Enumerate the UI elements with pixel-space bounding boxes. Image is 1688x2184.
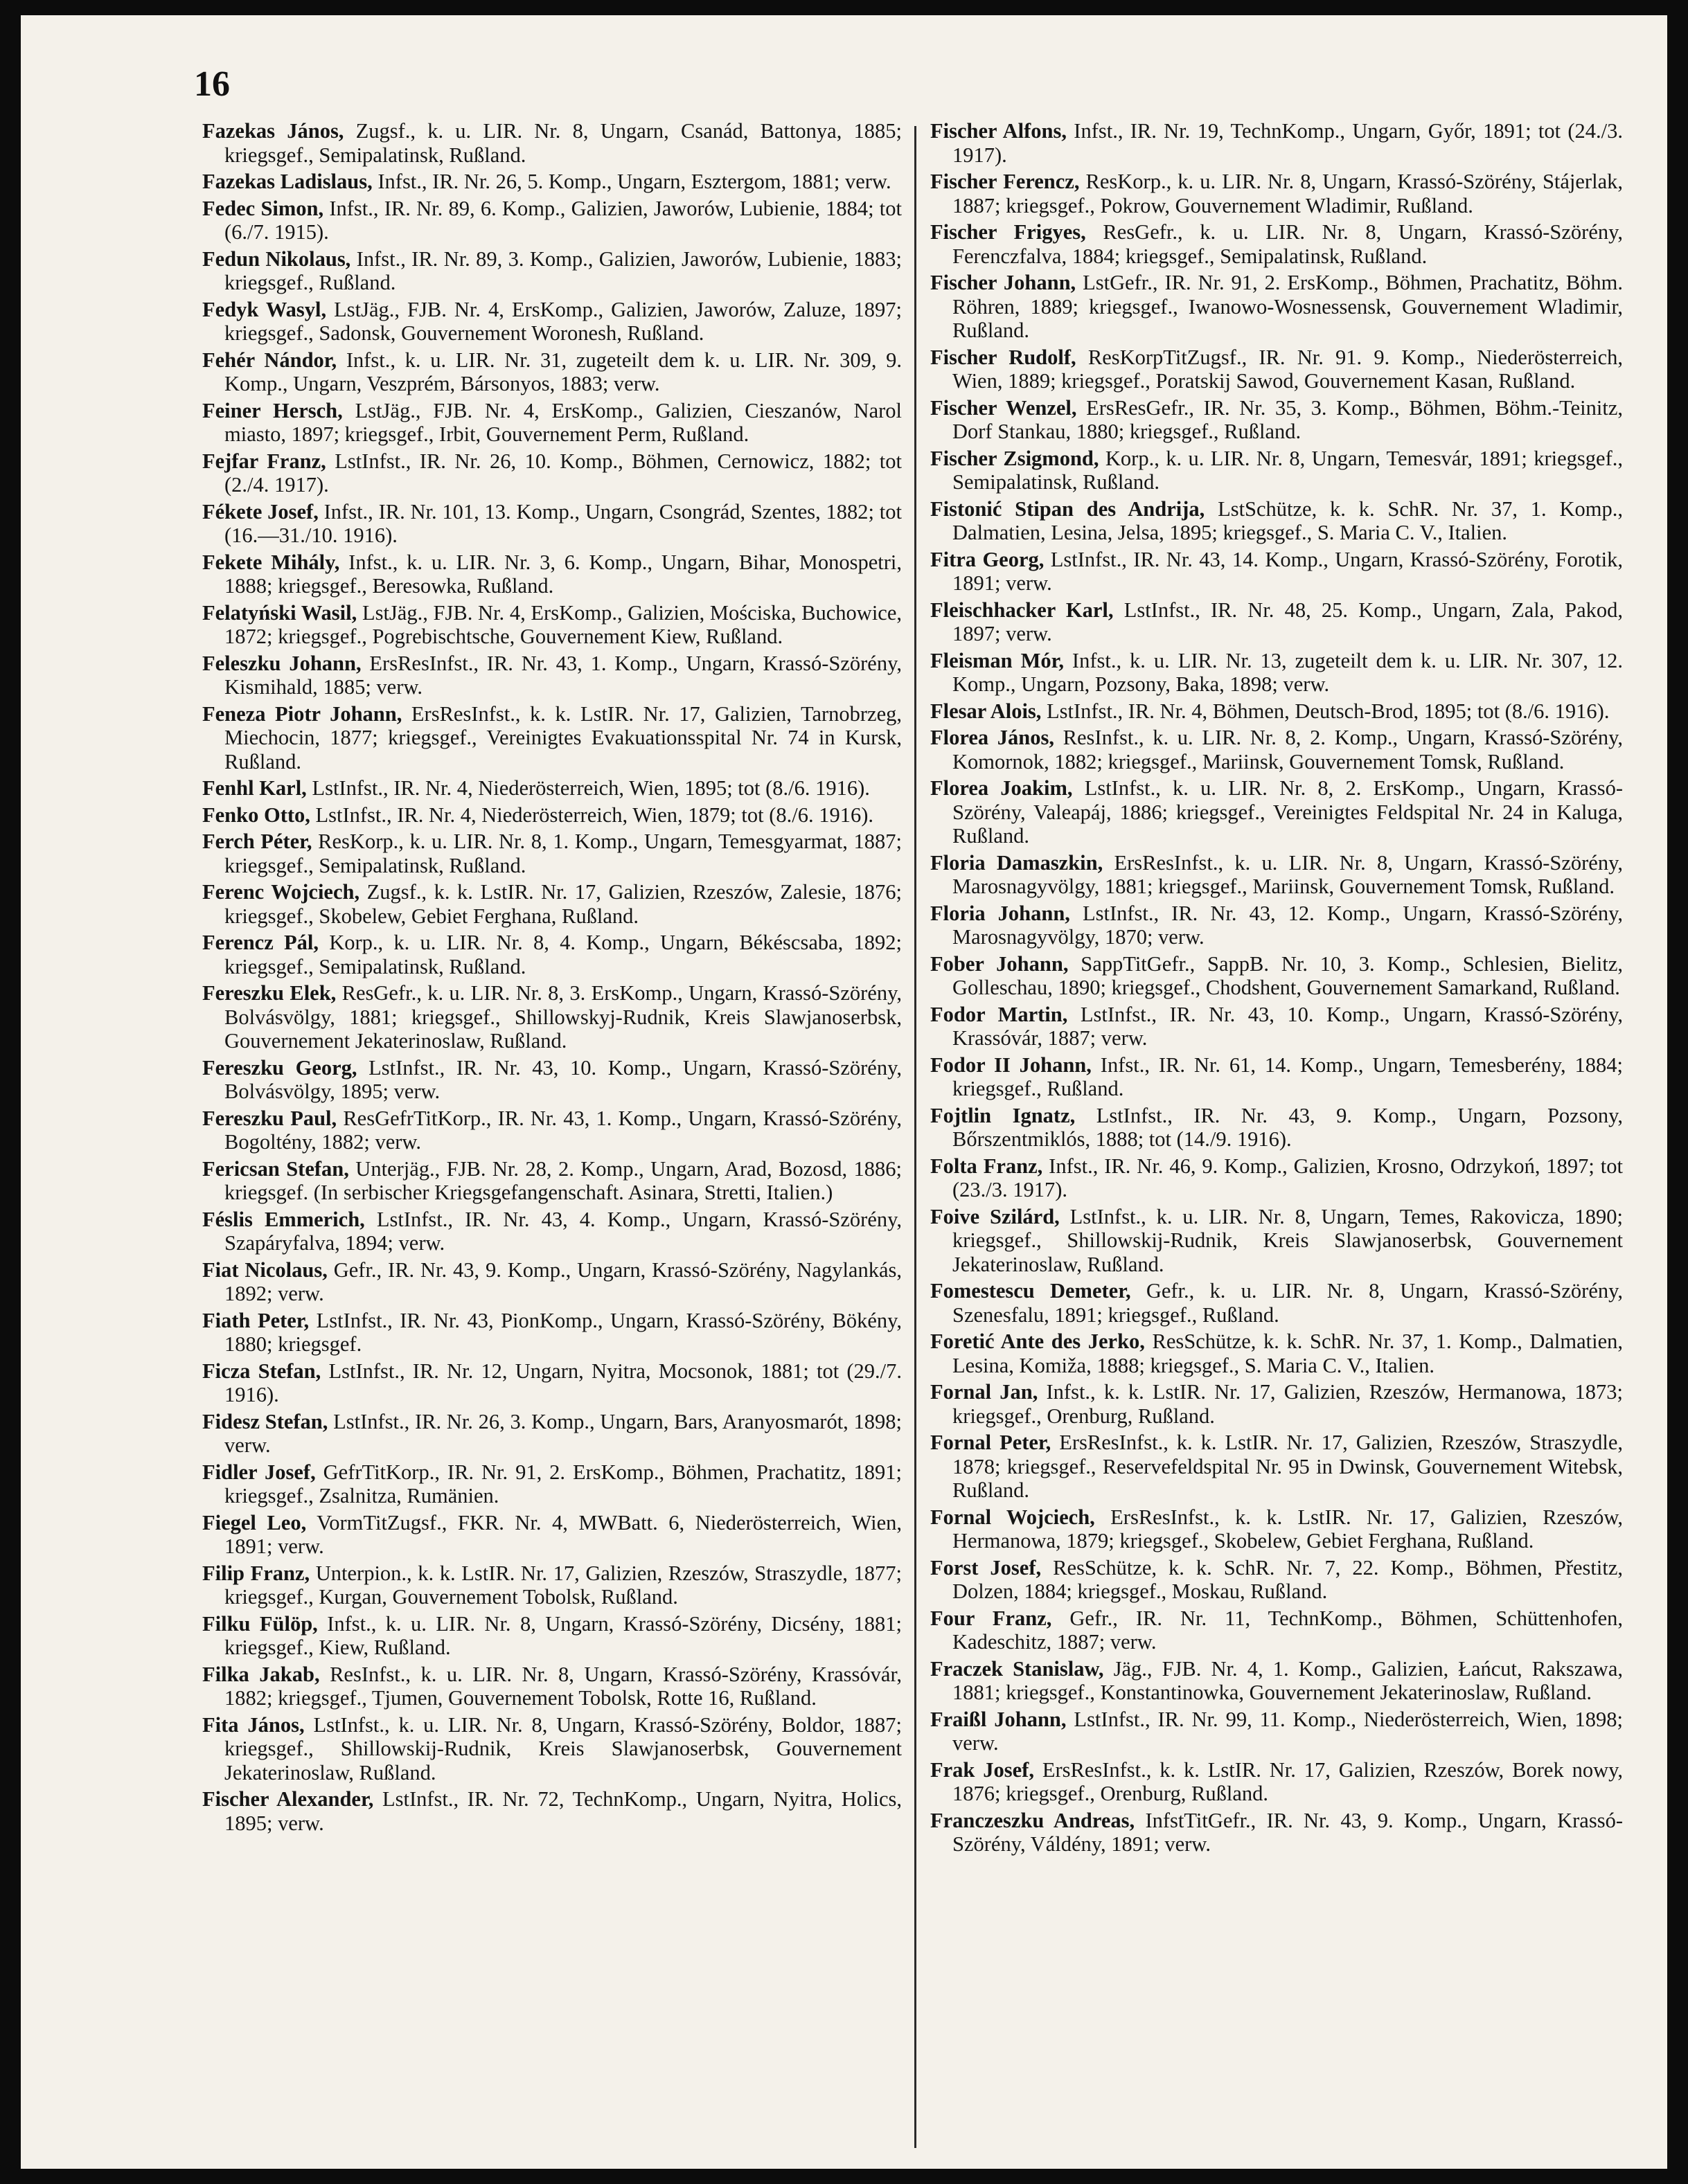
entry-name: Fischer Ferencz, <box>930 170 1080 193</box>
entry-name: Flesar Alois, <box>930 699 1042 723</box>
list-entry <box>930 119 1623 167</box>
list-entry <box>930 1053 1623 1101</box>
list-entry <box>202 1107 902 1154</box>
entry-details: Korp., k. u. LIR. Nr. 8, Ungarn, Temesvár, 1891; kriegsgef., Semipalatinsk, Rußland. <box>952 446 1623 494</box>
entry-details: GefrTitKorp., IR. Nr. 91, 2. ErsKomp., Böhmen, Prachatitz, 1891; kriegsgef., Zsalnitza, Rumänien. <box>224 1460 902 1507</box>
entry-name: Floria Johann, <box>930 901 1070 925</box>
list-entry <box>202 197 902 244</box>
entry-details: Infst., IR. Nr. 89, 3. Komp., Galizien, Jaworów, Lubienie, 1883; kriegsgef., Rußland. <box>224 247 902 294</box>
entry-details: LstInfst., k. u. LIR. Nr. 8, Ungarn, Temes, Rakoviczа, 1890; kriegsgef., Shillowskij-Rudnik, Kreis Slawjanoserbsk, Gouvernement Jekaterinoslaw, Rußland. <box>952 1204 1623 1276</box>
list-entry <box>202 247 902 295</box>
entry-name: Fober Johann, <box>930 951 1069 976</box>
column-divider <box>914 126 916 2148</box>
entry-details: LstJäg., FJB. Nr. 4, ErsKomp., Galizien, Mościska, Buchowice, 1872; kriegsgef., Pogrebischtsche, Gouvernement Kiew, Rußland. <box>224 600 902 648</box>
entry-details: ErsResInfst., k. k. LstIR. Nr. 17, Galizien, Tarnobrzeg, Miechocin, 1877; kriegsgef., Vereinigtes Evakuationsspital Nr. 74 in Kursk, Rußland. <box>224 701 902 773</box>
list-entry <box>202 298 902 346</box>
list-entry <box>930 447 1623 494</box>
entry-name: Fomestescu Demeter, <box>930 1279 1131 1303</box>
entry-details: LstInfst., IR. Nr. 12, Ungarn, Nyitra, Mocsonok, 1881; tot (29./7. 1916). <box>224 1359 902 1406</box>
list-entry <box>930 598 1623 646</box>
list-entry <box>202 449 902 497</box>
list-entry <box>202 399 902 447</box>
list-entry <box>202 1460 902 1508</box>
entry-details: ResGefrTitKorp., IR. Nr. 43, 1. Komp., Ungarn, Krassó-Szörény, Bogoltény, 1882; verw. <box>224 1106 902 1154</box>
entry-name: Filka Jakab, <box>202 1662 320 1686</box>
entry-details: Infst., IR. Nr. 19, TechnKomp., Ungarn, Győr, 1891; tot (24./3. 1917). <box>952 119 1623 167</box>
list-entry <box>202 1561 902 1609</box>
list-entry <box>202 1511 902 1559</box>
entry-details: Jäg., FJB. Nr. 4, 1. Komp., Galizien, Łańcut, Rakszawa, 1881; kriegsgef., Konstantinowka, Gouvernement Jekaterinoslaw, Rußland. <box>952 1656 1623 1704</box>
entry-name: Fodor II Johann, <box>930 1053 1092 1077</box>
entry-name: Fischer Alexander, <box>202 1787 374 1811</box>
list-entry <box>202 776 902 800</box>
entry-details: ResKorp., k. u. LIR. Nr. 8, Ungarn, Krassó-Szörény, Stájerlak, 1887; kriegsgef., Pokrow, Gouvernement Wladimir, Rußland. <box>952 170 1623 217</box>
list-entry <box>930 1758 1623 1806</box>
entry-name: Fitra Georg, <box>930 547 1045 571</box>
entry-name: Fenko Otto, <box>202 803 310 827</box>
entry-details: Infst., k. u. LIR. Nr. 13, zugeteilt dem k. u. LIR. Nr. 307, 12. Komp., Ungarn, Pozsony, Baka, 1898; verw. <box>952 648 1623 696</box>
list-entry <box>930 170 1623 217</box>
entry-details: ErsResInfst., k. u. LIR. Nr. 8, Ungarn, Krassó-Szörény, Marosnagyvölgy, 1881; kriegsgef., Mariinsk, Gouvernement Tomsk, Rußland. <box>952 850 1623 898</box>
list-entry <box>202 981 902 1053</box>
entry-name: Four Franz, <box>930 1606 1052 1630</box>
list-entry <box>202 1157 902 1205</box>
entry-name: Fornal Jan, <box>930 1380 1038 1404</box>
entry-name: Fazekas Ladislaus, <box>202 170 373 193</box>
entry-name: Fleischhacker Karl, <box>930 598 1114 622</box>
entry-name: Foretić Ante des Jerko, <box>930 1330 1145 1353</box>
entry-name: Ferencz Pál, <box>202 931 319 954</box>
list-entry <box>202 931 902 978</box>
entry-name: Fornal Peter, <box>930 1431 1051 1454</box>
entry-details: LstInfst., k. u. LIR. Nr. 8, Ungarn, Krassó-Szörény, Boldor, 1887; kriegsgef., Shillowskij-Rudnik, Kreis Slawjanoserbsk, Gouvernement Jekaterinoslaw, Rußland. <box>224 1712 903 1784</box>
entry-name: Florea János, <box>930 726 1054 749</box>
list-entry <box>930 497 1623 545</box>
entry-details: LstInfst., IR. Nr. 99, 11. Komp., Niederösterreich, Wien, 1898; verw. <box>952 1707 1623 1755</box>
entry-name: Frak Josef, <box>930 1757 1034 1782</box>
entry-name: Fojtlin Ignatz, <box>930 1103 1076 1127</box>
entry-details: LstInfst., IR. Nr. 26, 10. Komp., Böhmen, Cernowicz, 1882; tot (2./4. 1917). <box>224 449 902 496</box>
entry-details: SappTitGefr., SappB. Nr. 10, 3. Komp., Schlesien, Bielitz, Golleschau, 1890; kriegsgef., Chodshent, Gouvernement Samarkand, Rußland. <box>952 951 1623 999</box>
list-entry <box>202 348 902 396</box>
entry-name: Fornal Wojciech, <box>930 1505 1095 1529</box>
list-entry <box>930 396 1623 444</box>
entry-name: Fiath Peter, <box>202 1308 310 1332</box>
list-entry <box>202 880 902 928</box>
entry-details: ResGefr., k. u. LIR. Nr. 8, Ungarn, Krassó-Szörény, Ferenczfalva, 1884; kriegsgef., Semipalatinsk, Rußland. <box>952 220 1624 268</box>
list-entry <box>202 1359 902 1407</box>
entry-name: Fedun Nikolaus, <box>202 247 351 271</box>
entry-name: Florea Joakim, <box>930 776 1073 800</box>
entry-details: VormTitZugsf., FKR. Nr. 4, MWBatt. 6, Niederösterreich, Wien, 1891; verw. <box>224 1510 902 1558</box>
entry-details: ResSchütze, k. k. SchR. Nr. 7, 22. Komp., Böhmen, Přestitz, Dolzen, 1884; kriegsgef., Moskau, Rußland. <box>952 1555 1624 1603</box>
entry-name: Fereszku Georg, <box>202 1055 357 1080</box>
entry-details: LstGefr., IR. Nr. 91, 2. ErsKomp., Böhmen, Prachatitz, Böhm. Röhren, 1889; kriegsgef., Iwanowo-Wosnessensk, Gouvernement Wladimir, Rußland. <box>952 271 1624 342</box>
entry-name: Fereszku Paul, <box>202 1106 337 1130</box>
entry-details: Zugsf., k. u. LIR. Nr. 8, Ungarn, Csanád, Battonya, 1885; kriegsgef., Semipalatinsk, Rußland. <box>224 119 902 167</box>
page-number: 16 <box>194 64 230 104</box>
list-entry <box>202 1258 902 1306</box>
entry-details: ResInfst., k. u. LIR. Nr. 8, Ungarn, Krassó-Szörény, Krassóvár, 1882; kriegsgef., Tjumen, Gouvernement Tobolsk, Rotte 16, Rußland. <box>224 1662 902 1710</box>
entry-name: Fiegel Leo, <box>202 1510 307 1534</box>
entry-name: Fraißl Johann, <box>930 1707 1067 1731</box>
entry-details: Gefr., IR. Nr. 43, 9. Komp., Ungarn, Krassó-Szörény, Nagylankás, 1892; verw. <box>224 1257 902 1305</box>
list-entry <box>202 1612 902 1660</box>
list-entry <box>202 601 902 649</box>
entry-name: Feneza Piotr Johann, <box>202 701 402 726</box>
list-entry <box>202 551 902 598</box>
entry-name: Féslis Emmerich, <box>202 1207 365 1231</box>
entry-details: LstInfst., IR. Nr. 43, 10. Komp., Ungarn, Krassó-Szörény, Bolvásvölgy, 1895; verw. <box>224 1055 902 1103</box>
entry-name: Fékete Josef, <box>202 499 319 523</box>
entry-details: LstInfst., IR. Nr. 26, 3. Komp., Ungarn, Bars, Aranyosmarót, 1898; verw. <box>224 1409 902 1457</box>
entry-name: Fehér Nándor, <box>202 348 337 372</box>
entry-details: LstJäg., FJB. Nr. 4, ErsKomp., Galizien, Cieszanów, Narol miasto, 1897; kriegsgef., Irbit, Gouvernement Perm, Rußland. <box>224 398 903 446</box>
entry-details: LstInfst., k. u. LIR. Nr. 8, 2. ErsKomp., Ungarn, Krassó-Szörény, Valeapáj, 1886; kriegsgef., Vereinigtes Feldspital Nr. 24 in Kaluga, Rußland. <box>952 776 1623 848</box>
list-entry <box>202 702 902 774</box>
entry-details: LstInfst., IR. Nr. 43, 12. Komp., Ungarn, Krassó-Szörény, Marosnagyvölgy, 1870; verw. <box>952 901 1623 949</box>
entry-name: Fekete Mihály, <box>202 550 340 574</box>
entry-details: LstInfst., IR. Nr. 4, Böhmen, Deutsch-Brod, 1895; tot (8./6. 1916). <box>1041 699 1610 723</box>
entry-name: Fiat Nicolaus, <box>202 1257 328 1282</box>
entry-name: Fraczek Stanislaw, <box>930 1656 1104 1681</box>
entry-name: Filip Franz, <box>202 1561 310 1585</box>
entry-name: Fischer Frigyes, <box>930 220 1086 244</box>
entry-details: Infst., IR. Nr. 101, 13. Komp., Ungarn, Csongrád, Szentes, 1882; tot (16.—31./10. 1916). <box>224 499 902 547</box>
list-entry <box>930 952 1623 1000</box>
entry-name: Fenhl Karl, <box>202 776 307 800</box>
entry-name: Fazekas János, <box>202 119 344 143</box>
entry-name: Fischer Zsigmond, <box>930 446 1099 470</box>
list-entry <box>202 830 902 877</box>
entry-details: Infst., k. u. LIR. Nr. 3, 6. Komp., Ungarn, Bihar, Monospetri, 1888; kriegsgef., Beresowka, Rußland. <box>224 550 902 598</box>
list-entry <box>930 649 1623 697</box>
right-column <box>930 119 1623 1859</box>
list-entry <box>202 119 902 167</box>
entry-details: ResKorpTitZugsf., IR. Nr. 91. 9. Komp., Niederösterreich, Wien, 1889; kriegsgef., Poratskij Sawod, Gouvernement Kasan, Rußland. <box>952 345 1623 393</box>
list-entry <box>202 500 902 548</box>
list-entry <box>930 1505 1623 1553</box>
list-entry <box>930 699 1623 724</box>
entry-details: Korp., k. u. LIR. Nr. 8, 4. Komp., Ungarn, Békéscsaba, 1892; kriegsgef., Semipalatinsk, Rußland. <box>224 931 902 978</box>
list-entry <box>930 1380 1623 1428</box>
entry-details: Infst., IR. Nr. 46, 9. Komp., Galizien, Krosno, Odrzykoń, 1897; tot (23./3. 1917). <box>952 1154 1623 1201</box>
entry-details: ResInfst., k. u. LIR. Nr. 8, 2. Komp., Ungarn, Krassó-Szörény, Komornok, 1882; kriegsgef., Mariinsk, Gouvernement Tomsk, Rußland. <box>952 726 1623 773</box>
entry-details: LstSchütze, k. k. SchR. Nr. 37, 1. Komp., Dalmatien, Lesina, Jelsa, 1895; kriegsgef., S. Maria C. V., Italien. <box>952 496 1623 544</box>
entry-name: Fodor Martin, <box>930 1002 1068 1026</box>
entry-name: Fericsan Stefan, <box>202 1156 349 1181</box>
list-entry <box>202 1208 902 1255</box>
list-entry <box>202 1787 902 1835</box>
entry-name: Fidesz Stefan, <box>202 1409 328 1433</box>
entry-name: Fedec Simon, <box>202 196 324 220</box>
entry-details: LstInfst., IR. Nr. 43, 10. Komp., Ungarn, Krassó-Szörény, Krassóvár, 1887; verw. <box>952 1002 1623 1050</box>
entry-details: LstInfst., IR. Nr. 43, 9. Komp., Ungarn, Pozsony, Bőrszentmiklós, 1888; tot (14./9. 1916). <box>952 1103 1623 1151</box>
entry-name: Ferch Péter, <box>202 830 312 853</box>
list-entry <box>202 1309 902 1357</box>
entry-details: LstInfst., IR. Nr. 4, Niederösterreich, Wien, 1895; tot (8./6. 1916). <box>306 776 870 800</box>
list-entry <box>202 1056 902 1104</box>
entry-details: LstInfst., IR. Nr. 72, TechnKomp., Ungarn, Nyitra, Holics, 1895; verw. <box>224 1787 902 1835</box>
list-entry <box>930 548 1623 596</box>
entry-details: LstInfst., IR. Nr. 43, PionKomp., Ungarn, Krassó-Szörény, Bökény, 1880; kriegsgef. <box>224 1308 902 1356</box>
list-entry <box>930 346 1623 393</box>
list-entry <box>930 271 1623 343</box>
list-entry <box>930 1708 1623 1755</box>
entry-details: ErsResInfst., k. k. LstIR. Nr. 17, Galizien, Rzeszów, Straszydle, 1878; kriegsgef., Reservefeldspital Nr. 95 in Dwinsk, Gouvernement Witebsk, Rußland. <box>952 1431 1623 1502</box>
entry-name: Fita János, <box>202 1712 305 1737</box>
entry-details: ResSchütze, k. k. SchR. Nr. 37, 1. Komp., Dalmatien, Lesina, Komiža, 1888; kriegsgef., S. Maria C. V., Italien. <box>952 1330 1623 1377</box>
entry-details: Infst., IR. Nr. 26, 5. Komp., Ungarn, Esztergom, 1881; verw. <box>372 170 891 193</box>
entry-name: Fidler Josef, <box>202 1460 316 1484</box>
entry-name: Fischer Wenzel, <box>930 395 1077 420</box>
entry-name: Folta Franz, <box>930 1154 1043 1178</box>
list-entry <box>930 1606 1623 1654</box>
entry-details: ErsResInfst., k. k. LstIR. Nr. 17, Galizien, Rzeszów, Borek nowy, 1876; kriegsgef., Orenburg, Rußland. <box>952 1757 1623 1805</box>
list-entry <box>202 1713 902 1785</box>
entry-details: ErsResGefr., IR. Nr. 35, 3. Komp., Böhmen, Böhm.-Teinitz, Dorf Stankau, 1880; kriegsgef., Rußland. <box>952 395 1623 443</box>
left-column <box>202 119 902 1838</box>
entry-name: Foive Szilárd, <box>930 1204 1060 1228</box>
list-entry <box>930 776 1623 848</box>
list-entry <box>930 1154 1623 1202</box>
list-entry <box>202 170 902 194</box>
entry-name: Fistonić Stipan des Andrija, <box>930 496 1205 521</box>
entry-name: Filku Fülöp, <box>202 1611 318 1636</box>
list-entry <box>930 1003 1623 1050</box>
entry-details: Gefr., k. u. LIR. Nr. 8, Ungarn, Krassó-Szörény, Szenesfalu, 1891; kriegsgef., Rußland. <box>952 1279 1624 1327</box>
entry-name: Fejfar Franz, <box>202 449 326 473</box>
entry-details: ErsResInfst., IR. Nr. 43, 1. Komp., Ungarn, Krassó-Szörény, Kismihald, 1885; verw. <box>224 651 902 699</box>
entry-details: ResGefr., k. u. LIR. Nr. 8, 3. ErsKomp., Ungarn, Krassó-Szörény, Bolvásvölgy, 1881; kriegsgef., Shillowskyj-Rudnik, Kreis Slawjanoserbsk, Gouvernement Jekaterinoslaw, Rußland. <box>224 981 903 1053</box>
list-entry <box>930 1205 1623 1277</box>
entry-name: Fischer Johann, <box>930 271 1076 294</box>
entry-details: Infst., IR. Nr. 61, 14. Komp., Ungarn, Temesberény, 1884; kriegsgef., Rußland. <box>952 1053 1623 1100</box>
entry-details: LstInfst., IR. Nr. 4, Niederösterreich, Wien, 1879; tot (8./6. 1916). <box>310 803 873 827</box>
list-entry <box>930 1431 1623 1503</box>
document-page <box>21 15 1667 2169</box>
entry-name: Fedyk Wasyl, <box>202 297 327 321</box>
list-entry <box>930 902 1623 949</box>
entry-details: LstInfst., IR. Nr. 43, 14. Komp., Ungarn, Krassó-Szörény, Forotik, 1891; verw. <box>952 547 1623 595</box>
entry-name: Floria Damaszkin, <box>930 850 1103 875</box>
entry-name: Ficza Stefan, <box>202 1359 321 1383</box>
list-entry <box>930 1556 1623 1604</box>
entry-details: Infst., k. k. LstIR. Nr. 17, Galizien, Rzeszów, Hermanowa, 1873; kriegsgef., Orenburg, Rußland. <box>952 1380 1623 1428</box>
entry-name: Fleisman Mór, <box>930 648 1064 672</box>
entry-name: Feleszku Johann, <box>202 651 362 675</box>
entry-details: Unterpion., k. k. LstIR. Nr. 17, Galizien, Rzeszów, Straszydle, 1877; kriegsgef., Kurgan, Gouvernement Tobolsk, Rußland. <box>224 1561 902 1609</box>
entry-name: Fereszku Elek, <box>202 981 337 1005</box>
entry-details: Zugsf., k. k. LstIR. Nr. 17, Galizien, Rzeszów, Zalesie, 1876; kriegsgef., Skobelew, Gebiet Ferghana, Rußland. <box>224 880 902 928</box>
list-entry <box>930 1809 1623 1856</box>
list-entry <box>202 1410 902 1458</box>
entry-name: Fischer Rudolf, <box>930 345 1076 369</box>
list-entry <box>930 726 1623 773</box>
list-entry <box>930 1104 1623 1152</box>
entry-details: Gefr., IR. Nr. 11, TechnKomp., Böhmen, Schüttenhofen, Kadeschitz, 1887; verw. <box>952 1606 1623 1654</box>
list-entry <box>930 1279 1623 1327</box>
entry-name: Felatyński Wasil, <box>202 600 357 625</box>
list-entry <box>930 1330 1623 1377</box>
entry-details: Infst., k. u. LIR. Nr. 8, Ungarn, Krassó-Szörény, Dicsény, 1881; kriegsgef., Kiew, Rußland. <box>224 1611 902 1659</box>
entry-details: Infst., IR. Nr. 89, 6. Komp., Galizien, Jaworów, Lubienie, 1884; tot (6./7. 1915). <box>224 196 902 244</box>
list-entry <box>202 652 902 699</box>
entry-details: Infst., k. u. LIR. Nr. 31, zugeteilt dem k. u. LIR. Nr. 309, 9. Komp., Ungarn, Veszprém, Bársonyos, 1883; verw. <box>224 348 903 395</box>
list-entry <box>930 220 1623 268</box>
entry-details: LstInfst., IR. Nr. 48, 25. Komp., Ungarn, Zala, Pakod, 1897; verw. <box>952 598 1623 645</box>
list-entry <box>930 851 1623 899</box>
entry-details: InfstTitGefr., IR. Nr. 43, 9. Komp., Ungarn, Krassó-Szörény, Váldény, 1891; verw. <box>952 1808 1623 1856</box>
list-entry <box>930 1657 1623 1705</box>
entry-name: Forst Josef, <box>930 1555 1042 1579</box>
entry-name: Fischer Alfons, <box>930 119 1067 143</box>
list-entry <box>202 1663 902 1710</box>
entry-name: Feiner Hersch, <box>202 398 343 422</box>
entry-name: Franczeszku Andreas, <box>930 1808 1135 1832</box>
entry-details: LstJäg., FJB. Nr. 4, ErsKomp., Galizien, Jaworów, Zaluze, 1897; kriegsgef., Sadonsk, Gouvernement Woronesh, Rußland. <box>224 297 902 345</box>
entry-name: Ferenc Wojciech, <box>202 880 360 904</box>
entry-details: ErsResInfst., k. k. LstIR. Nr. 17, Galizien, Rzeszów, Hermanowa, 1879; kriegsgef., Skobelew, Gebiet Ferghana, Rußland. <box>952 1505 1624 1552</box>
entry-details: LstInfst., IR. Nr. 43, 4. Komp., Ungarn, Krassó-Szörény, Szapáryfalva, 1894; verw. <box>224 1207 903 1255</box>
entry-details: ResKorp., k. u. LIR. Nr. 8, 1. Komp., Ungarn, Temesgyarmat, 1887; kriegsgef., Semipalatinsk, Rußland. <box>224 830 902 877</box>
entry-details: Unterjäg., FJB. Nr. 28, 2. Komp., Ungarn, Arad, Bozosd, 1886; kriegsgef. (In serbischer Kriegsgefangenschaft. Asinara, Stretti, Italien.) <box>224 1156 902 1204</box>
list-entry <box>202 803 902 827</box>
